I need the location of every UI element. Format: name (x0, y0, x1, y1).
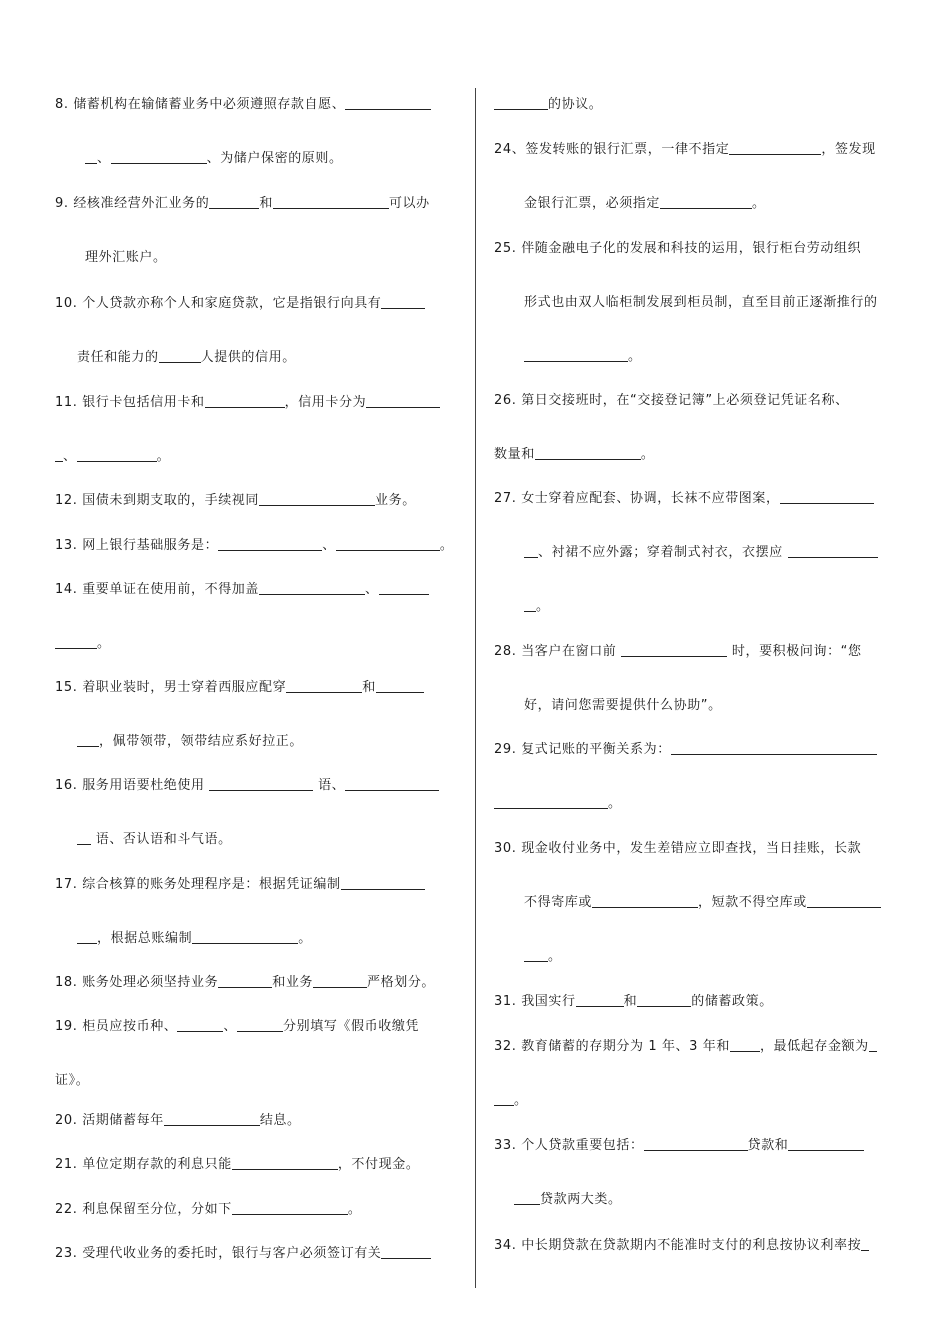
question-line (494, 795, 622, 813)
question-text: 证》。 (55, 1073, 90, 1088)
answer-blank[interactable] (494, 795, 608, 809)
answer-blank[interactable] (524, 598, 536, 612)
question-text: 19. 柜员应按币种、 (55, 1019, 178, 1034)
question-line (494, 1038, 877, 1056)
question-text: 分别填写《假币收缴凭 (283, 1019, 420, 1034)
question-text: 严格划分。 (367, 975, 436, 990)
question-text: 32. 教育储蓄的存期分为 1 年、3 年和 (494, 1039, 730, 1054)
question-text: 可以办 (388, 196, 430, 211)
column-divider (475, 88, 476, 1288)
answer-blank[interactable] (286, 679, 362, 693)
answer-blank[interactable] (209, 195, 259, 209)
question-text: 业务。 (375, 493, 416, 508)
question-line (55, 876, 425, 894)
question-line (494, 643, 862, 661)
answer-blank[interactable] (524, 948, 548, 962)
question-text: 27. 女士穿着应配套、协调，长袜不应带图案， (494, 491, 780, 506)
answer-blank[interactable] (494, 96, 548, 110)
question-text: 语、否认语和斗气语。 (91, 832, 232, 847)
question-line (494, 993, 773, 1011)
question-line (77, 831, 232, 849)
question-line (55, 1072, 89, 1090)
question-text: 15. 着职业装时，男士穿着西服应配穿 (55, 680, 287, 695)
question-line (55, 537, 453, 555)
question-text: 。 (439, 538, 454, 553)
answer-blank[interactable] (780, 490, 874, 504)
question-line (494, 240, 861, 258)
question-line (85, 150, 343, 168)
answer-blank[interactable] (379, 581, 429, 595)
question-text: 人提供的信用。 (200, 350, 296, 365)
question-line (55, 195, 430, 213)
answer-blank[interactable] (869, 1038, 877, 1052)
answer-blank[interactable] (729, 141, 821, 155)
question-line (524, 294, 878, 312)
answer-blank[interactable] (366, 394, 440, 408)
question-text: 10. 个人贷款亦称个人和家庭贷款，它是指银行向具有 (55, 296, 382, 311)
answer-blank[interactable] (77, 930, 97, 944)
answer-blank[interactable] (788, 544, 878, 558)
answer-blank[interactable] (381, 1245, 431, 1259)
question-line (524, 894, 881, 912)
question-text: 30. 现金收付业务中，发生差错应立即查找，当日挂账，长款 (494, 841, 862, 856)
question-text: 好，请问您需要提供什么协助”。 (524, 698, 722, 713)
question-line (524, 697, 722, 715)
question-line (524, 948, 562, 966)
answer-blank[interactable] (273, 195, 389, 209)
answer-blank[interactable] (111, 150, 207, 164)
answer-blank[interactable] (177, 1018, 223, 1032)
answer-blank[interactable] (259, 581, 365, 595)
question-text: 16. 服务用语要杜绝使用 (55, 778, 210, 793)
answer-blank[interactable] (336, 537, 440, 551)
answer-blank[interactable] (85, 150, 97, 164)
question-text: 数量和 (494, 447, 535, 462)
answer-blank[interactable] (341, 876, 425, 890)
question-text: 8. 储蓄机构在输储蓄业务中必须遵照存款自愿、 (55, 97, 346, 112)
question-text: 33. 个人贷款重要包括： (494, 1138, 644, 1153)
question-text: 。 (97, 636, 111, 651)
answer-blank[interactable] (313, 974, 367, 988)
question-text: 理外汇账户。 (85, 250, 167, 265)
question-text: ，短款不得空库或 (698, 895, 807, 910)
question-text: 9. 经核准经营外汇业务的 (55, 196, 210, 211)
answer-blank[interactable] (77, 448, 157, 462)
question-line (55, 394, 440, 412)
question-line (494, 490, 874, 508)
answer-blank[interactable] (345, 777, 439, 791)
question-line (55, 679, 424, 697)
question-line (494, 1137, 864, 1155)
answer-blank[interactable] (535, 446, 641, 460)
question-line (55, 1112, 301, 1130)
question-text: 。 (608, 796, 622, 811)
question-text: 12. 国债未到期支取的，手续视同 (55, 493, 260, 508)
question-line (85, 249, 167, 267)
answer-blank[interactable] (788, 1137, 864, 1151)
question-line (55, 581, 429, 599)
question-line (55, 1156, 419, 1174)
answer-blank[interactable] (807, 894, 881, 908)
question-text: 。 (347, 1202, 362, 1217)
question-text: 11. 银行卡包括信用卡和 (55, 395, 205, 410)
question-text: 金银行汇票，必须指定 (524, 196, 661, 211)
question-line (55, 974, 435, 992)
question-text: 29. 复式记账的平衡关系为： (494, 742, 671, 757)
question-text: 17. 综合核算的账务处理程序是：根据凭证编制 (55, 877, 341, 892)
question-text: 的协议。 (548, 97, 603, 112)
question-text: 。 (298, 931, 312, 946)
question-line (55, 635, 111, 653)
question-text: 时，要积极问询：“您 (727, 644, 862, 659)
question-text: 。 (548, 949, 562, 964)
answer-blank[interactable] (232, 1156, 338, 1170)
question-text: 25. 伴随金融电子化的发展和科技的运用，银行柜台劳动组织 (494, 241, 862, 256)
question-line (524, 598, 550, 616)
question-line (524, 348, 642, 366)
question-line (55, 1201, 361, 1219)
question-line (55, 1245, 431, 1263)
answer-blank[interactable] (159, 349, 201, 363)
answer-blank[interactable] (232, 1201, 348, 1215)
question-line (494, 392, 849, 410)
answer-blank[interactable] (218, 537, 322, 551)
question-text: 的储蓄政策。 (691, 994, 773, 1009)
question-text: 贷款和 (747, 1138, 789, 1153)
question-text: ，不付现金。 (337, 1157, 420, 1172)
question-text: 26. 第日交接班时，在“交接登记簿”上必须登记凭证名称、 (494, 393, 849, 408)
question-text: 、 (63, 449, 77, 464)
answer-blank[interactable] (861, 1237, 869, 1251)
question-line (55, 295, 425, 313)
question-text: 、 (365, 582, 379, 597)
question-line (55, 1018, 419, 1036)
answer-blank[interactable] (164, 1112, 260, 1126)
answer-blank[interactable] (660, 195, 752, 209)
answer-blank[interactable] (730, 1038, 760, 1052)
question-line (494, 1092, 528, 1110)
question-text: 34. 中长期贷款在贷款期内不能准时支付的利息按协议利率按 (494, 1238, 862, 1253)
question-text: ，根据总账编制 (97, 931, 193, 946)
question-text: 、为储户保密的原则。 (206, 151, 343, 166)
question-text: 。 (752, 196, 766, 211)
question-text: 贷款两大类。 (540, 1192, 622, 1207)
question-text: 和业务 (272, 975, 314, 990)
answer-blank[interactable] (192, 930, 298, 944)
question-text: 、 (322, 538, 336, 553)
question-line (494, 96, 602, 114)
question-text: 不得寄库或 (524, 895, 593, 910)
question-line (77, 930, 312, 948)
answer-blank[interactable] (376, 679, 424, 693)
question-text: 。 (156, 449, 171, 464)
question-text: 23. 受理代收业务的委托时，银行与客户必须签订有关 (55, 1246, 382, 1261)
question-text: 形式也由双人临柜制发展到柜员制，直至目前正逐渐推行的 (524, 295, 878, 310)
answer-blank[interactable] (637, 993, 691, 1007)
question-text: 。 (536, 599, 550, 614)
answer-blank[interactable] (205, 394, 285, 408)
answer-blank[interactable] (55, 448, 63, 462)
answer-blank[interactable] (218, 974, 272, 988)
question-line (514, 1191, 622, 1209)
question-text: ，信用卡分为 (284, 395, 367, 410)
answer-blank[interactable] (77, 831, 91, 845)
answer-blank[interactable] (592, 894, 698, 908)
question-text: 、 (97, 151, 111, 166)
question-text: 语、 (313, 778, 346, 793)
question-text: 18. 账务处理必须坚持业务 (55, 975, 219, 990)
question-text: 和 (362, 680, 376, 695)
question-text: 28. 当客户在窗口前 (494, 644, 622, 659)
answer-blank[interactable] (237, 1018, 283, 1032)
question-line (524, 544, 878, 562)
question-text: 责任和能力的 (77, 350, 159, 365)
question-line (494, 840, 861, 858)
answer-blank[interactable] (494, 1092, 514, 1106)
question-line (55, 492, 416, 510)
question-text: 31. 我国实行 (494, 994, 576, 1009)
question-line (494, 446, 654, 464)
question-line (55, 777, 439, 795)
answer-blank[interactable] (524, 544, 538, 558)
question-text: 结息。 (259, 1113, 301, 1128)
answer-blank[interactable] (514, 1191, 540, 1205)
question-line (55, 96, 431, 114)
question-line (494, 741, 877, 759)
answer-blank[interactable] (644, 1137, 748, 1151)
question-text: 24、签发转账的银行汇票，一律不指定 (494, 142, 730, 157)
answer-blank[interactable] (345, 96, 431, 110)
answer-blank[interactable] (209, 777, 313, 791)
question-text: 13. 网上银行基础服务是： (55, 538, 219, 553)
answer-blank[interactable] (576, 993, 624, 1007)
question-line (494, 1237, 869, 1255)
question-text: ，佩带领带，领带结应系好拉正。 (99, 734, 304, 749)
question-text: 、 (223, 1019, 238, 1034)
answer-blank[interactable] (55, 635, 97, 649)
question-text: 。 (640, 447, 655, 462)
question-text: 。 (514, 1093, 528, 1108)
answer-blank[interactable] (259, 492, 375, 506)
question-text: 和 (623, 994, 638, 1009)
question-text: 和 (259, 196, 273, 211)
question-line (494, 141, 876, 159)
answer-blank[interactable] (671, 741, 877, 755)
question-text: 、衬裙不应外露；穿着制式衬衣，衣摆应 (538, 545, 788, 560)
question-line (55, 448, 170, 466)
question-line (524, 195, 766, 213)
question-text: 20. 活期储蓄每年 (55, 1113, 164, 1128)
question-text: 22. 利息保留至分位，分如下 (55, 1202, 232, 1217)
answer-blank[interactable] (381, 295, 425, 309)
question-line (77, 349, 296, 367)
question-line (77, 733, 303, 751)
question-text: 14. 重要单证在使用前，不得加盖 (55, 582, 260, 597)
answer-blank[interactable] (77, 733, 99, 747)
question-text: ，最低起存金额为 (759, 1039, 869, 1054)
question-text: 21. 单位定期存款的利息只能 (55, 1157, 232, 1172)
question-text: 。 (628, 349, 642, 364)
answer-blank[interactable] (621, 643, 727, 657)
answer-blank[interactable] (524, 348, 628, 362)
question-text: ，签发现 (821, 142, 876, 157)
